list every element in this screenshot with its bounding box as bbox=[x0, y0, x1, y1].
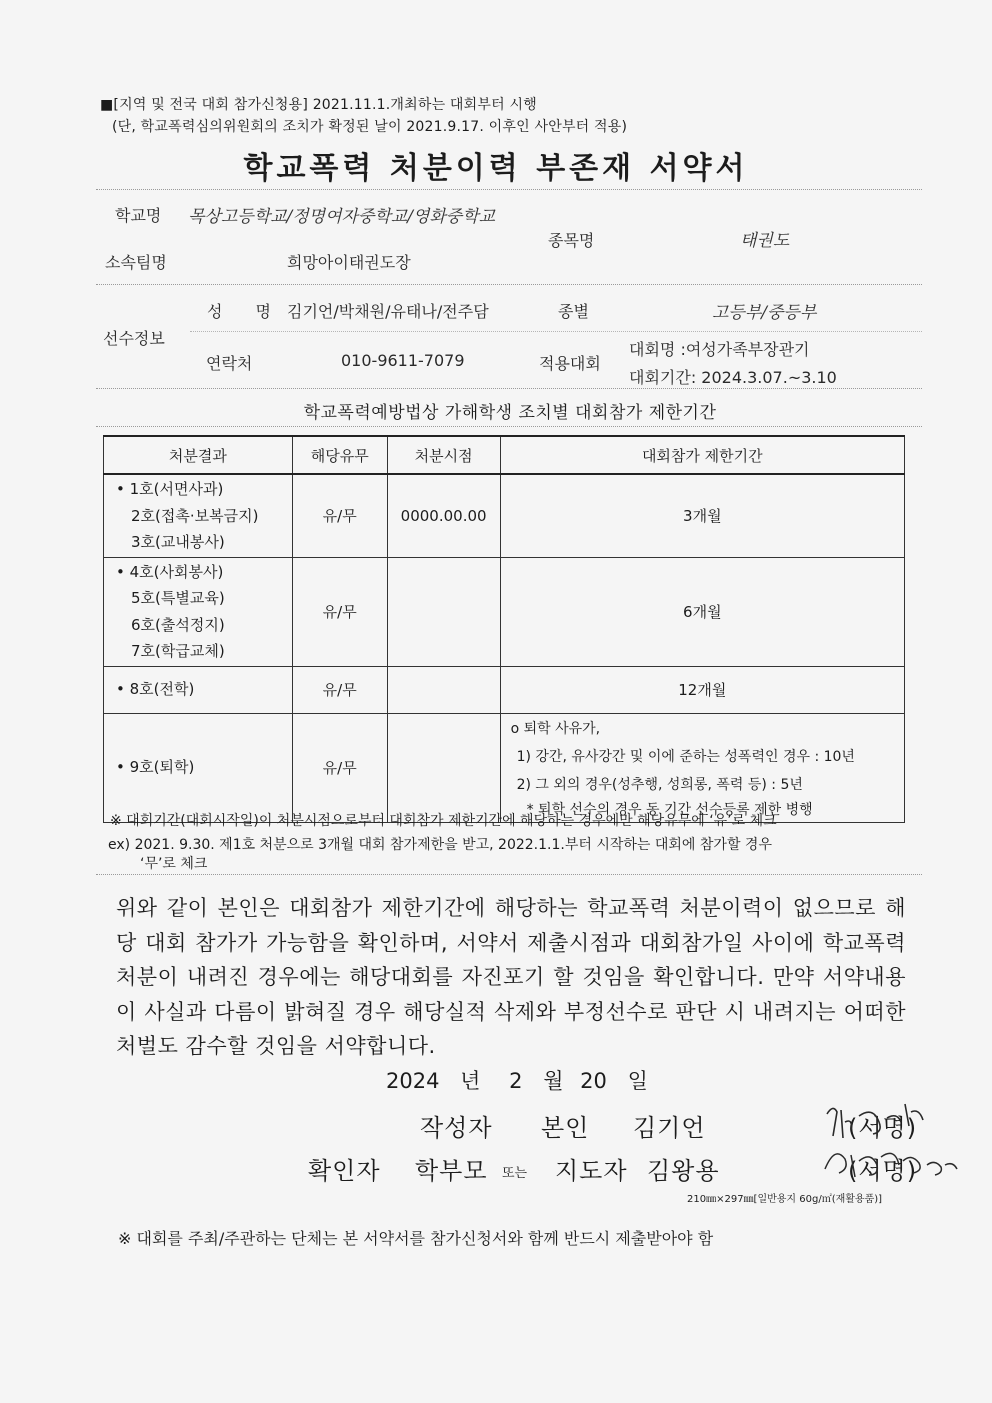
divider bbox=[96, 284, 922, 285]
date-month: 2 bbox=[509, 1069, 523, 1093]
writer-sign-label: (서명) bbox=[848, 1114, 918, 1142]
column-header: 대회참가 제한기간 bbox=[500, 436, 904, 474]
penalty-item: 5호(특별교육) bbox=[131, 589, 225, 607]
confirmer-signature bbox=[815, 1135, 965, 1185]
date-year-label: 년 bbox=[460, 1069, 481, 1093]
limit-line: o 퇴학 사유가, bbox=[510, 720, 601, 737]
confirmer-or: 또는 bbox=[502, 1166, 528, 1181]
document-title: 학교폭력 처분이력 부존재 서약서 bbox=[243, 151, 749, 186]
date-day: 20 bbox=[580, 1069, 607, 1093]
limit-line: 1) 강간, 유사강간 및 이에 준하는 성폭력인 경우 : 10년 bbox=[516, 748, 855, 765]
divider bbox=[96, 426, 922, 427]
paper-spec: 210㎜×297㎜[일반용지 60g/㎡(재활용품)] bbox=[687, 1194, 883, 1205]
contact-value: 010-9611-7079 bbox=[341, 351, 465, 370]
limit-cell: 12개월 bbox=[500, 666, 904, 713]
event-value: 태권도 bbox=[740, 231, 790, 251]
limit-cell: 3개월 bbox=[500, 474, 904, 557]
note-1: ※ 대회기간(대회시작일)이 처분시점으로부터 대회참가 제한기간에 해당하는 경우에만 해당유무에 ‘유’로 체크 bbox=[110, 813, 777, 829]
note-2: ex) 2021. 9.30. 제1호 처분으로 3개월 대회 참가제한을 받고, 2022.1.1.부터 시작하는 대회에 참가할 경우 bbox=[108, 837, 772, 853]
penalty-date-cell bbox=[387, 713, 500, 822]
player-info-label: 선수정보 bbox=[103, 329, 165, 348]
writer-role: 본인 bbox=[541, 1114, 590, 1142]
writer-label: 작성자 bbox=[420, 1114, 493, 1142]
name-value: 김기언/박채원/유태나/전주담 bbox=[287, 302, 489, 321]
penalty-item: • 1호(서면사과) bbox=[116, 480, 224, 498]
writer-name: 김기언 bbox=[633, 1114, 706, 1142]
pledge-paragraph: 위와 같이 본인은 대회참가 제한기간에 해당하는 학교폭력 처분이력이 없으므로 해당 대회 참가가 가능함을 확인하며, 서약서 제출시점과 대회참가일 사이에 학교폭력 처분이 내려진 경우에는 해당대회를 자진포기 할 것임을 확인합니다. 만약 서약내용이 사실과 다름이 밝혀질 경우 해당실적 삭제와 부정선수로 판단 시 내려지는 어떠한 처벌도 감수할 것임을 서약합니다. bbox=[116, 896, 906, 1058]
penalty-item: 6호(출석정지) bbox=[131, 615, 225, 634]
confirmer-role-parent: 학부모 bbox=[415, 1157, 488, 1185]
penalty-item: • 8호(전학) bbox=[116, 680, 195, 699]
name-label: 성 명 bbox=[207, 302, 285, 321]
penalty-date-cell: 0000.00.00 bbox=[387, 474, 500, 557]
sign-date bbox=[386, 1065, 648, 1095]
divider bbox=[96, 189, 922, 190]
penalty-item: 2호(접촉·보복금지) bbox=[131, 506, 259, 525]
note-3: ‘무’로 체크 bbox=[140, 856, 208, 872]
penalty-table bbox=[103, 435, 905, 823]
penalty-date-cell bbox=[387, 666, 500, 713]
school-value: 목상고등학교/정명여자중학교/영화중학교 bbox=[188, 207, 496, 227]
date-year: 2024 bbox=[386, 1069, 440, 1093]
column-header: 해당유무 bbox=[292, 436, 387, 474]
penalty-item: 3호(교내봉사) bbox=[131, 533, 225, 551]
confirmer-role-coach: 지도자 bbox=[555, 1157, 628, 1185]
penalty-item: 7호(학급교체) bbox=[131, 642, 225, 660]
divider bbox=[96, 874, 922, 875]
penalty-results bbox=[104, 557, 293, 666]
confirmer-label: 확인자 bbox=[308, 1157, 381, 1185]
column-header: 처분시점 bbox=[387, 436, 500, 474]
header-line-1: ■[지역 및 전국 대회 참가신청용] 2021.11.1.개최하는 대회부터 시행 bbox=[100, 97, 537, 113]
table-header-row bbox=[104, 436, 905, 474]
limit-line: * 퇴학 선수의 경우 동 기간 선수등록 제한 병행 bbox=[526, 801, 813, 818]
table-row bbox=[104, 474, 905, 557]
table-title: 학교폭력예방법상 가해학생 조치별 대회참가 제한기간 bbox=[303, 403, 717, 423]
applicable-cell: 유/무 bbox=[292, 474, 387, 557]
contact-label: 연락처 bbox=[206, 354, 253, 373]
team-label: 소속팀명 bbox=[105, 253, 167, 272]
confirmer-name: 김왕용 bbox=[647, 1157, 720, 1185]
penalty-results bbox=[104, 666, 293, 713]
header-line-2: (단, 학교폭력심의위원회의 조치가 확정된 날이 2021.9.17. 이후인 사안부터 적용) bbox=[112, 119, 628, 135]
team-value: 희망아이태권도장 bbox=[287, 253, 411, 272]
table-row bbox=[104, 557, 905, 666]
competition-name: 대회명 :여성가족부장관기 bbox=[629, 340, 810, 359]
penalty-item: • 9호(퇴학) bbox=[116, 758, 195, 777]
type-value: 고등부/중등부 bbox=[712, 303, 817, 323]
confirmer-sign-label: (서명) bbox=[848, 1157, 918, 1185]
applicable-cell: 유/무 bbox=[292, 713, 387, 822]
competition-period: 대회기간: 2024.3.07.~3.10 bbox=[629, 368, 837, 387]
event-label: 종목명 bbox=[548, 231, 595, 250]
limit-cell: 6개월 bbox=[500, 557, 904, 666]
table-row bbox=[104, 713, 905, 822]
applicable-cell: 유/무 bbox=[292, 557, 387, 666]
penalty-results bbox=[104, 474, 293, 557]
divider bbox=[190, 331, 922, 332]
type-label: 종별 bbox=[558, 302, 589, 321]
limit-cell bbox=[500, 713, 904, 822]
competition-label: 적용대회 bbox=[539, 354, 601, 373]
school-label: 학교명 bbox=[115, 206, 162, 225]
limit-line: 2) 그 외의 경우(성추행, 성희롱, 폭력 등) : 5년 bbox=[516, 776, 803, 793]
table-row bbox=[104, 666, 905, 713]
penalty-item: • 4호(사회봉사) bbox=[116, 562, 224, 581]
penalty-results bbox=[104, 713, 293, 822]
column-header: 처분결과 bbox=[104, 436, 293, 474]
date-day-label: 일 bbox=[627, 1069, 648, 1093]
applicable-cell: 유/무 bbox=[292, 666, 387, 713]
penalty-date-cell bbox=[387, 557, 500, 666]
footer-note: ※ 대회를 주최/주관하는 단체는 본 서약서를 참가신청서와 함께 반드시 제출받아야 함 bbox=[118, 1229, 714, 1248]
date-month-label: 월 bbox=[543, 1069, 564, 1093]
divider bbox=[96, 388, 922, 389]
